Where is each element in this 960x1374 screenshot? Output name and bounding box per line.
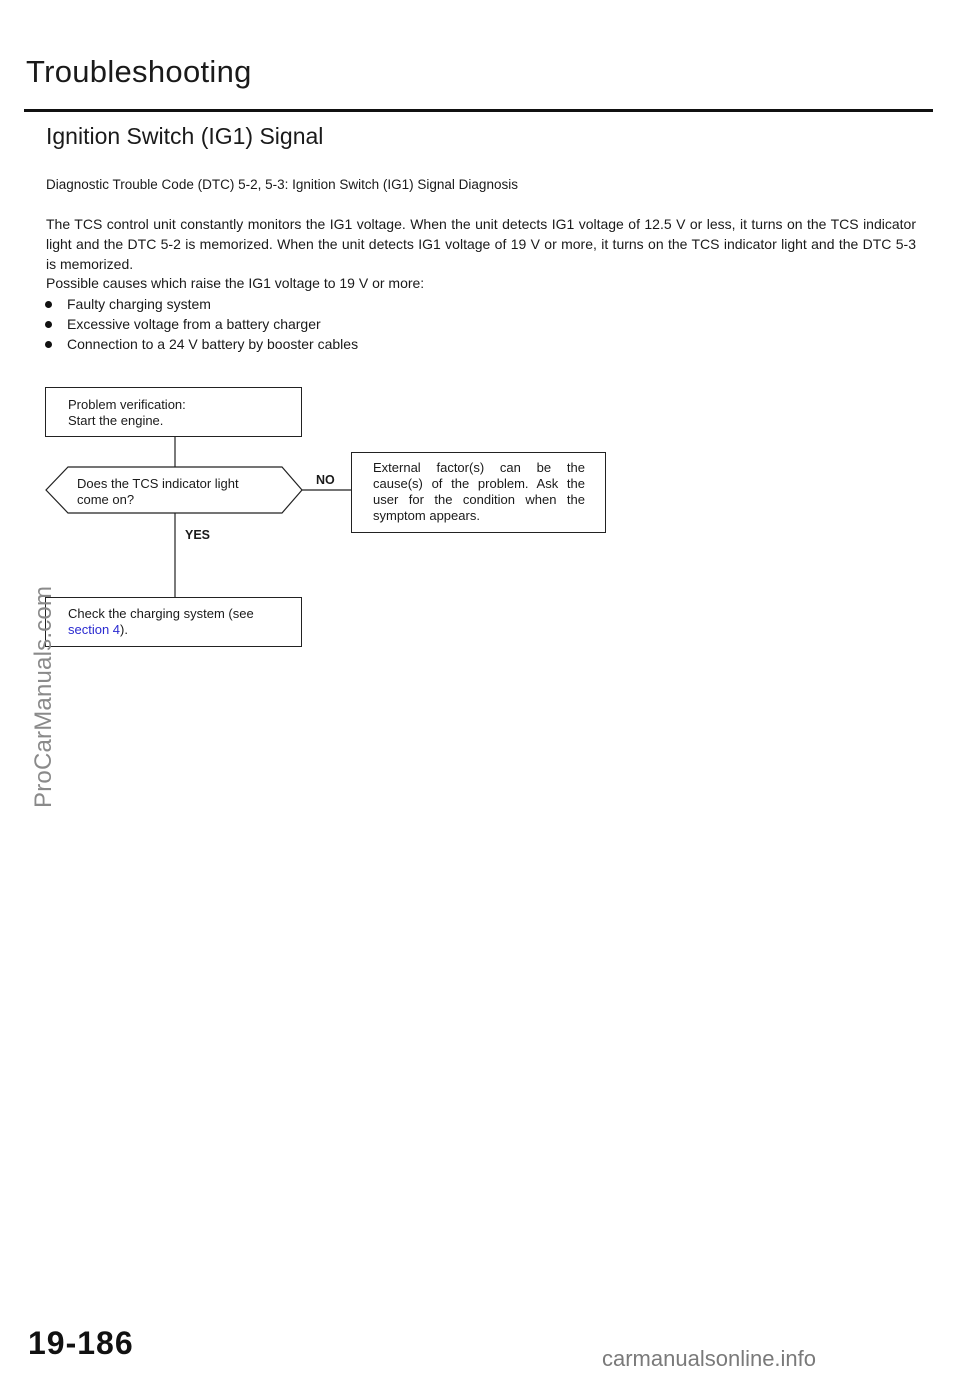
problem-verification-box xyxy=(45,387,302,437)
check-charging-box xyxy=(45,597,302,647)
cause-text: Faulty charging system xyxy=(67,296,211,312)
decision-line-2: come on? xyxy=(77,492,135,507)
verify-line-2: Start the engine. xyxy=(68,413,164,428)
verify-line-1: Problem verification: xyxy=(68,397,186,412)
watermark-side: ProCarManuals.com xyxy=(30,585,57,808)
section-subtitle: Diagnostic Trouble Code (DTC) 5-2, 5-3: Ignition Switch (IG1) Signal Diagnosis xyxy=(46,177,518,192)
check-text: Check the charging system (see xyxy=(68,606,254,621)
causes-intro: Possible causes which raise the IG1 voltage to 19 V or more: xyxy=(46,275,425,291)
page-number: 19-186 xyxy=(28,1325,134,1361)
cause-text: Connection to a 24 V battery by booster cables xyxy=(67,336,359,352)
check-suffix: ). xyxy=(120,622,128,637)
page-title: Troubleshooting xyxy=(26,54,252,89)
section-4-link[interactable]: section 4 xyxy=(68,622,121,637)
watermark-bottom: carmanualsonline.info xyxy=(602,1346,817,1371)
section-title: Ignition Switch (IG1) Signal xyxy=(46,123,324,149)
description-paragraph: The TCS control unit constantly monitors the IG1 voltage. When the unit detects IG1 voltage of 12.5 V or less, it turns on the TCS indicator light and the DTC 5-2 is memorized. When the unit detects IG1 voltage of 19 V or more, it turns on the TCS indicator light and the DTC 5-3 is memorized. xyxy=(46,216,916,272)
cause-text: Excessive voltage from a battery charger xyxy=(67,316,321,332)
external-factor-box: External factor(s) can be the cause(s) of the problem. Ask the user for the condition when the symptom appears. xyxy=(351,452,606,533)
decision-line-1: Does the TCS indicator light xyxy=(77,476,239,491)
yes-label: YES xyxy=(185,528,211,542)
no-label: NO xyxy=(316,473,335,487)
decision-question xyxy=(77,476,277,508)
